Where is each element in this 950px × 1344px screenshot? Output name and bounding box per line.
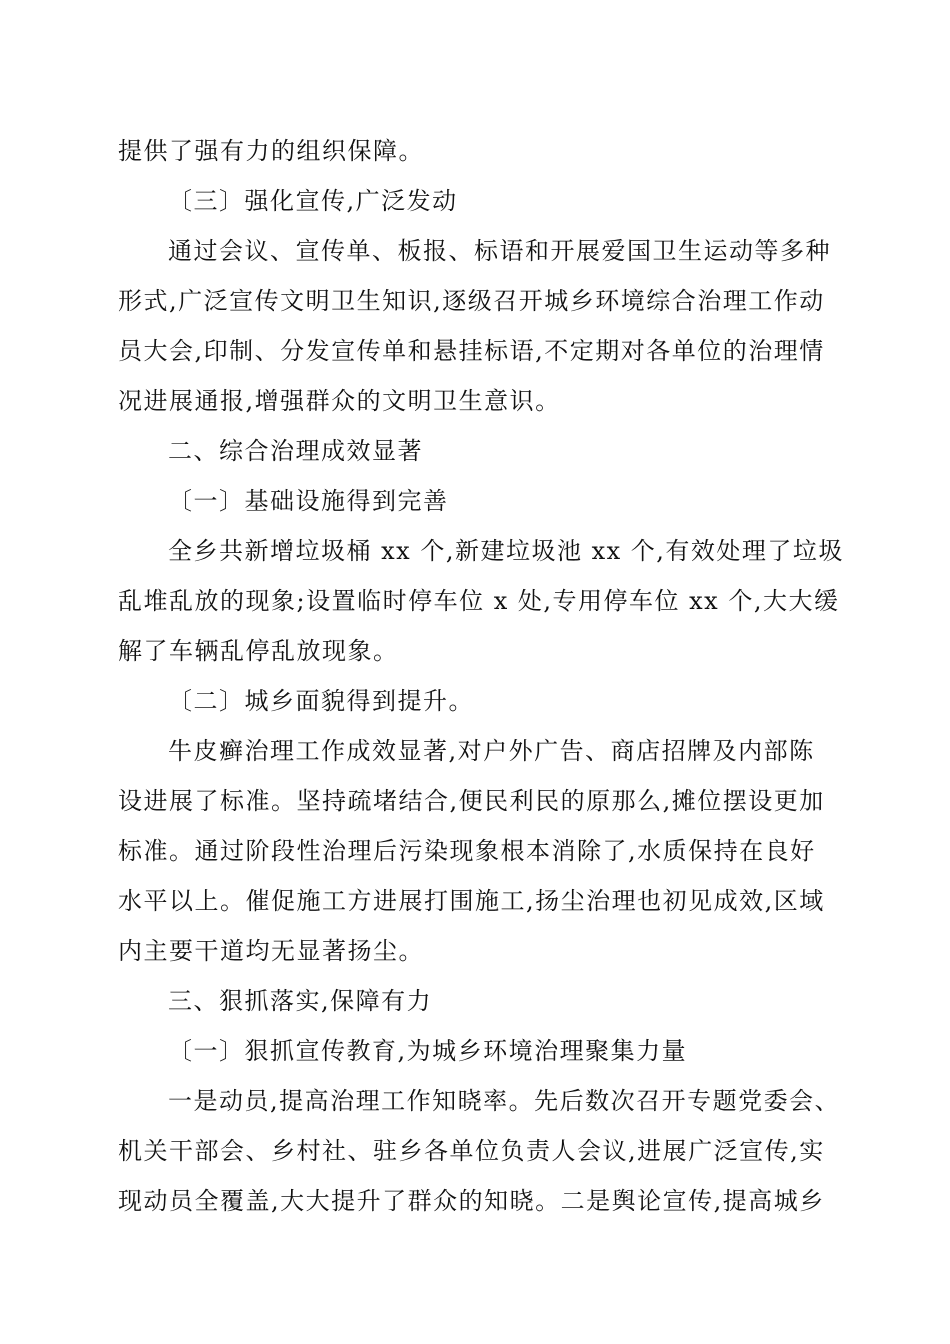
paragraph-line: 现动员全覆盖,大大提升了群众的知晓。二是舆论宣传,提高城乡 [118, 1187, 825, 1215]
paragraph-line: 员大会,印制、分发宣传单和悬挂标语,不定期对各单位的治理情 [118, 337, 825, 365]
paragraph-line: 况进展通报,增强群众的文明卫生意识。 [118, 387, 561, 415]
paragraph-line: 机关干部会、乡村社、驻乡各单位负责人会议,进展广泛宣传,实 [118, 1137, 825, 1165]
paragraph-line: 形式,广泛宣传文明卫生知识,逐级召开城乡环境综合治理工作动 [118, 287, 825, 315]
paragraph-line: 一是动员,提高治理工作知晓率。先后数次召开专题党委会、 [168, 1087, 841, 1115]
paragraph-line: 设进展了标准。坚持疏堵结合,便民利民的原那么,摊位摆设更加 [118, 787, 825, 815]
subsection-heading: 〔一〕基础设施得到完善 [168, 487, 449, 515]
paragraph-line: 内主要干道均无显著扬尘。 [118, 937, 424, 965]
section-heading: 〔三〕强化宣传,广泛发动 [168, 187, 458, 215]
paragraph-line: 水平以上。催促施工方进展打围施工,扬尘治理也初见成效,区域 [118, 887, 825, 915]
paragraph-line: 解了车辆乱停乱放现象。 [118, 637, 399, 665]
paragraph-line: 提供了强有力的组织保障。 [118, 137, 424, 165]
paragraph-line: 通过会议、宣传单、板报、标语和开展爱国卫生运动等多种 [168, 237, 831, 265]
paragraph-line: 标准。通过阶段性治理后污染现象根本消除了,水质保持在良好 [118, 837, 816, 865]
paragraph-line: 全乡共新增垃圾桶 xx 个,新建垃圾池 xx 个,有效处理了垃圾 [168, 537, 844, 565]
paragraph-line: 牛皮癣治理工作成效显著,对户外广告、商店招牌及内部陈 [168, 737, 815, 765]
section-heading: 三、狠抓落实,保障有力 [168, 987, 433, 1015]
subsection-heading: 〔二〕城乡面貌得到提升。 [168, 687, 474, 715]
subsection-heading: 〔一〕狠抓宣传教育,为城乡环境治理聚集力量 [168, 1037, 688, 1065]
paragraph-line: 乱堆乱放的现象;设置临时停车位 x 处,专用停车位 xx 个,大大缓 [118, 587, 840, 615]
section-heading: 二、综合治理成效显著 [168, 437, 423, 465]
